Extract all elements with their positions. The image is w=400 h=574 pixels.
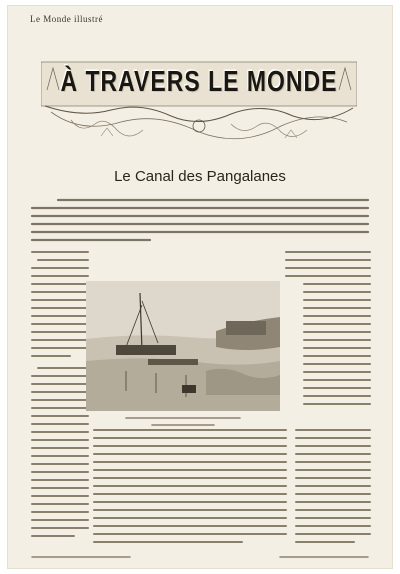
banner-title: À TRAVERS LE MONDE [60,64,338,98]
intro-paragraph [30,196,370,242]
intro-text-lines [30,196,370,242]
lower-right-text [294,426,372,546]
running-header: Le Monde illustré [30,14,103,24]
left-column-lines [30,248,90,538]
canal-photo-image [86,281,280,411]
canal-photograph [86,281,280,411]
page [8,6,392,568]
right-column-lines [284,248,372,408]
right-column-text [284,248,372,408]
left-column-text [30,248,90,538]
lower-middle-lines [92,426,288,546]
page-footer [30,554,370,560]
magazine-banner [41,60,357,146]
article-title: Le Canal des Pangalanes [114,168,286,185]
lower-middle-text [92,426,288,546]
lower-right-lines [294,426,372,546]
footer-lines [30,554,370,560]
